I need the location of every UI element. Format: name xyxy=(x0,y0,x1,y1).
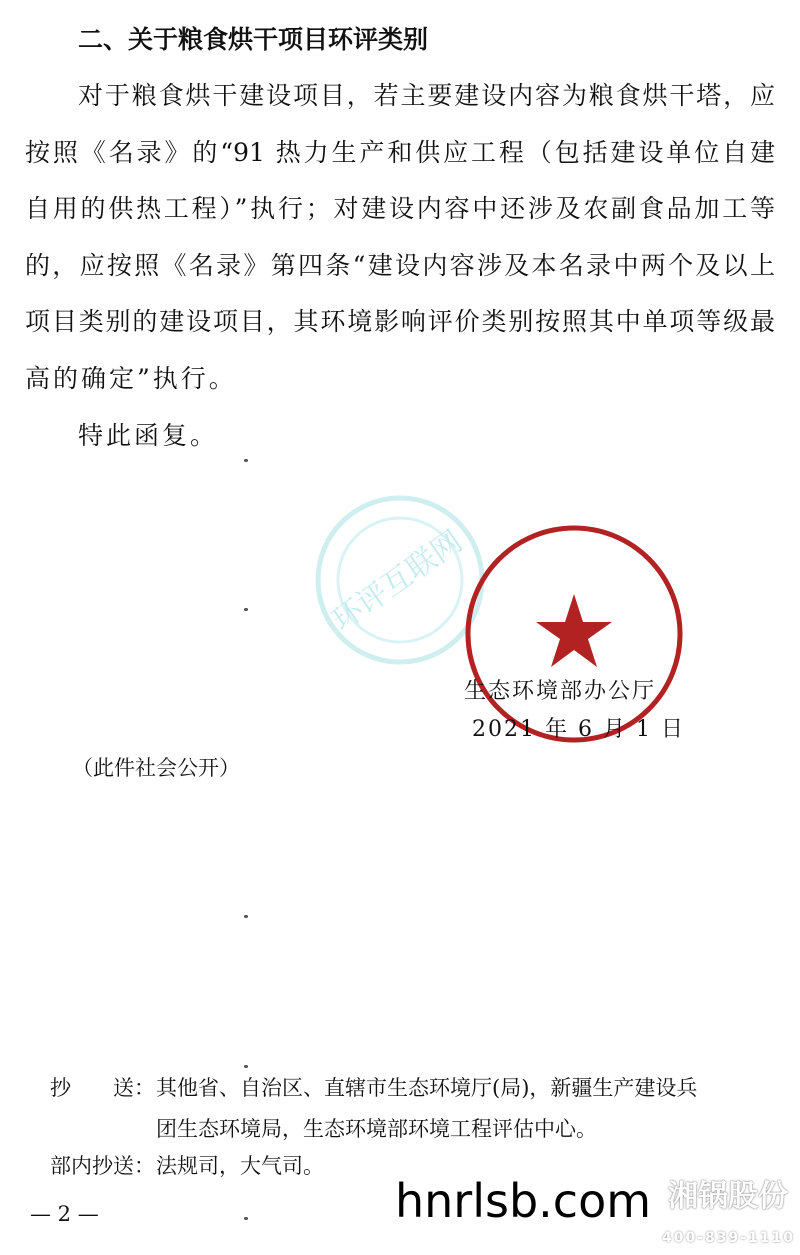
footer-site-watermark: hnrlsb.com xyxy=(395,1174,652,1228)
scan-mark xyxy=(244,459,248,462)
page-number: — 2 — xyxy=(30,1202,99,1226)
paragraph-line: 的，应按照《名录》第四条“建设内容涉及本名录中两个及以上 xyxy=(25,251,775,280)
section-heading: 二、关于粮食烘干项目环评类别 xyxy=(78,25,429,54)
internal-cc: 法规司，大气司。 xyxy=(156,1154,324,1178)
scan-mark xyxy=(244,1065,248,1068)
internal-cc-label: 部内抄送： xyxy=(50,1154,155,1178)
paragraph-line: 按照《名录》的“91 热力生产和供应工程（包括建设单位自建 xyxy=(25,138,775,167)
cc-line: 其他省、自治区、直辖市生态环境厅(局)，新疆生产建设兵 xyxy=(156,1076,698,1100)
footer-brand-watermark: 湘锅股份 xyxy=(668,1179,788,1214)
cc-label: 抄 送： xyxy=(50,1076,155,1100)
paragraph-line: 对于粮食烘干建设项目，若主要建设内容为粮食烘干塔，应 xyxy=(78,81,775,110)
signature-org: 生态环境部办公厅 xyxy=(464,679,657,704)
signature-date: 2021 年 6 月 1 日 xyxy=(472,717,685,742)
paragraph-line: 自用的供热工程）”执行；对建设内容中还涉及农副食品加工等 xyxy=(25,194,775,223)
paragraph-line: 项目类别的建设项目，其环境影响评价类别按照其中单项等级最 xyxy=(25,307,775,336)
closing-text: 特此函复。 xyxy=(78,421,219,450)
paragraph-line: 高的确定”执行。 xyxy=(25,364,237,393)
cc-line: 团生态环境局，生态环境部环境工程评估中心。 xyxy=(156,1117,597,1141)
scan-mark xyxy=(244,608,248,611)
footer-phone-watermark: 400-839-1110 xyxy=(662,1230,796,1246)
disclosure-note: （此件社会公开） xyxy=(72,756,240,780)
scan-mark xyxy=(244,915,248,918)
scan-mark xyxy=(244,1217,248,1220)
watermark-text: 环评互联网 xyxy=(325,523,469,639)
